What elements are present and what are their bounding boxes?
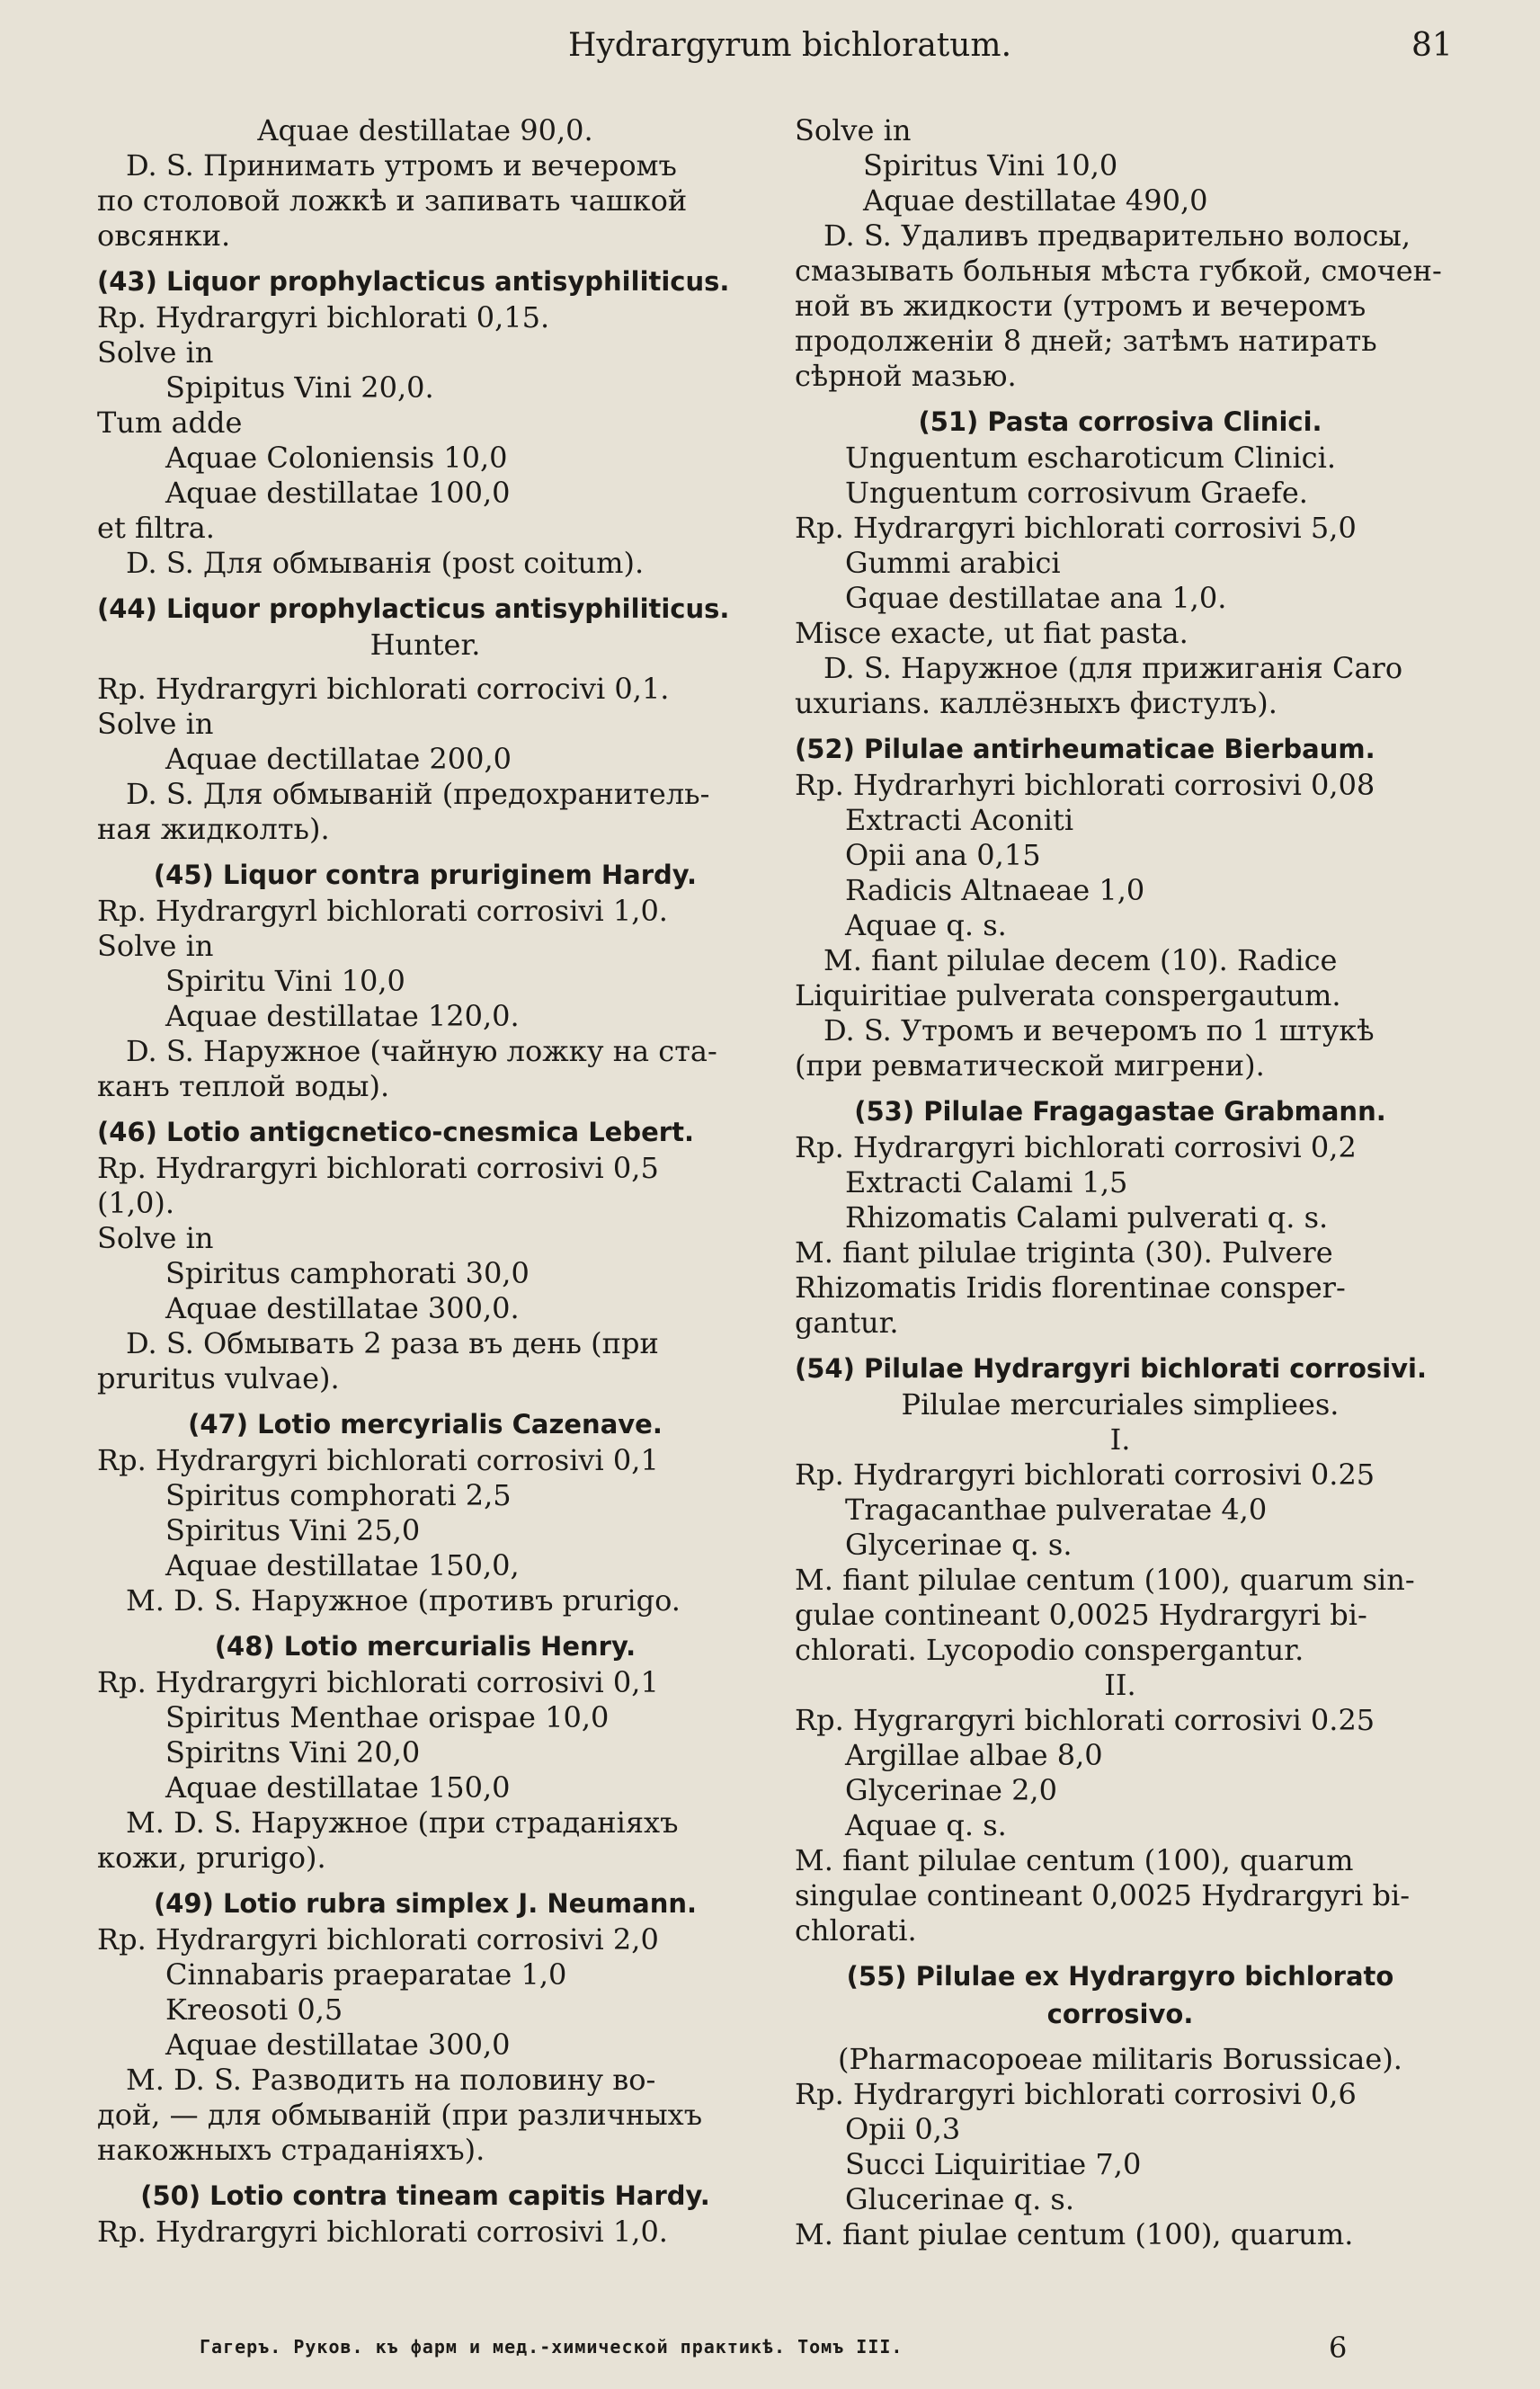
text-line: D. S. Для обмыванія (post coitum). [126,546,645,580]
text-line: Spiritus comphorati 2,5 [165,1478,512,1512]
text-line: D. S. Для обмываній (предохранитель- [126,777,710,811]
text-line: singulae contineant 0,0025 Hydrargyri bi- [795,1878,1411,1912]
text-line: Spiritus Vini 10,0 [863,148,1118,183]
text-line: Aquae destillatae 490,0 [863,183,1208,218]
recipe-heading: (47) Lotio mercyrialis Cazenave. [188,1409,663,1440]
text-line: Rp. Hygrargyri bichlorati corrosivi 0.25 [795,1703,1375,1737]
recipe-heading: (54) Pilulae Hydrargyri bichlorati corrosivi. [795,1353,1427,1384]
text-line: Spiritns Vini 20,0 [165,1735,421,1769]
text-line: Spipitus Vini 20,0. [165,370,434,405]
text-line: Rp. Hydrarhyri bichlorati corrosivi 0,08 [795,768,1375,802]
text-line: ная жидколть). [97,812,330,846]
text-line: M. D. S. Наружное (при страданіяхъ [126,1805,679,1840]
text-line: Tum adde [97,406,243,440]
text-line: по столовой ложкѣ и запивать чашкой [97,183,688,218]
recipe-heading: (55) Pilulae ex Hydrargyro bichlorato [846,1961,1394,1992]
text-line: D. S. Наружное (для прижиганія Caro [823,651,1403,685]
text-line: Spiritus Vini 25,0 [165,1513,421,1547]
text-line: Radicis Altnaeae 1,0 [845,873,1145,907]
text-line: Unguentum corrosivum Graefe. [845,476,1308,510]
text-line: дой, — для обмываній (при различныхъ [97,2098,703,2132]
text-line: Rp. Hydrargyri bichlorati 0,15. [97,300,550,334]
text-line: uxurians. каллёзныхъ фистулъ). [795,686,1277,720]
running-title: Hydrargyrum bichloratum. [568,27,1012,64]
text-line: Kreosoti 0,5 [165,1992,343,2027]
text-line: Solve in [97,707,214,741]
text-line: Solve in [795,113,912,147]
text-line: pruritus vulvae). [97,1361,340,1395]
text-line: продолженіи 8 дней; затѣмъ натирать [795,324,1377,358]
text-line: сѣрной мазью. [795,359,1017,393]
text-line: Argillae albae 8,0 [845,1738,1103,1772]
text-line: D. S. Обмывать 2 раза въ день (при [126,1326,659,1360]
recipe-heading: (46) Lotio antigcnetico-cnesmica Lebert. [97,1117,694,1147]
text-line: Aquae destillatae 120,0. [165,999,520,1033]
text-line: Rp. Hydrargyri bichlorati corrosivi 0.25 [795,1457,1375,1492]
text-line: D. S. Принимать утромъ и вечеромъ [126,148,677,183]
text-line: овсянки. [97,218,231,253]
text-line: M. fiant pilulae centum (100), quarum [795,1843,1354,1877]
text-line: Aquae destillatae 150,0 [165,1770,511,1805]
text-line: Rp. Hydrargyri bichlorati corrosivi 0,1 [97,1665,659,1699]
text-line: M. D. S. Наружное (противъ prurigo. [126,1583,681,1618]
text-line: M. fiant pilulae centum (100), quarum sin- [795,1563,1415,1597]
text-line: (при ревматической мигрени). [795,1048,1265,1083]
variant-numeral: II. [1104,1668,1136,1702]
text-line: Aquae Coloniensis 10,0 [165,441,508,475]
text-line: Aquae q. s. [845,1808,1007,1842]
footer-citation: Гагеръ. Руков. къ фарм и мед.-химической практикѣ. Томъ III. [200,2336,904,2358]
text-line: накожныхъ страданіяхъ). [97,2133,485,2167]
left-column [97,113,753,2250]
text-line: Aquae q. s. [845,908,1007,942]
text-line: Aquae destillatae 300,0. [165,1291,520,1325]
text-line: Aquae destillatae 90,0. [257,113,593,147]
text-line: Rp. Hydrargyri bichlorati corrosivi 5,0 [795,511,1357,545]
recipe-heading: (49) Lotio rubra simplex J. Neumann. [153,1888,698,1919]
recipe-heading: (44) Liquor prophylacticus antisyphiliticus. [97,593,730,624]
text-line: Solve in [97,335,214,370]
text-line: Rp. Hydrargyri bichlorati corrocivi 0,1. [97,672,670,706]
text-line: chlorati. [795,1913,917,1948]
recipe-heading: corrosivo. [1046,1999,1194,2029]
text-line: Aquae dectillatae 200,0 [165,742,512,776]
recipe-heading: (43) Liquor prophylacticus antisyphiliticus. [97,266,730,297]
right-column [795,113,1446,2252]
recipe-subtitle: (Pharmacopoeae militaris Borussicae). [838,2042,1402,2076]
text-line: Rp. Hydrargyri bichlorati corrosivi 1,0. [97,2215,668,2249]
text-line: Rhizomatis Calami pulverati q. s. [845,1200,1329,1235]
text-line: Rhizomatis Iridis florentinae consper- [795,1270,1346,1305]
text-line: Gquae destillatae ana 1,0. [845,581,1227,615]
text-line: Extracti Aconiti [845,803,1074,837]
text-line: ной въ жидкости (утромъ и вечеромъ [795,289,1366,323]
text-line: M. fiant pilulae decem (10). Radice [823,943,1338,977]
recipe-heading: (51) Pasta corrosiva Clinici. [918,406,1322,437]
text-line: Cinnabaris praeparatae 1,0 [165,1957,567,1992]
text-line: Succi Liquiritiae 7,0 [845,2147,1142,2181]
recipe-heading: (52) Pilulae antirheumaticae Bierbaum. [795,734,1375,764]
recipe-subtitle: Pilulae mercuriales simpliees. [901,1387,1340,1422]
text-line: смазывать больныя мѣста губкой, смочен- [795,254,1442,288]
recipe-heading: (53) Pilulae Fragagastae Grabmann. [854,1096,1386,1127]
text-line: gulae contineant 0,0025 Hydrargyri bi- [795,1598,1367,1632]
text-line: (1,0). [97,1186,175,1220]
text-line: Aquae destillatae 150,0, [165,1548,520,1582]
text-line: Solve in [97,1221,214,1255]
text-line: Solve in [97,929,214,963]
text-line: Glucerinae q. s. [845,2182,1075,2216]
text-line: D. S. Удаливъ предварительно волосы, [823,218,1411,253]
text-line: M. fiant pilulae triginta (30). Pulvere [795,1235,1333,1270]
text-line: chlorati. Lycopodio conspergantur. [795,1633,1304,1667]
text-line: Rp. Hydrargyri bichlorati corrosivi 0,6 [795,2077,1357,2111]
text-line: Aquae destillatae 100,0 [165,476,511,510]
text-line: Spiritus Menthae orispae 10,0 [165,1700,610,1734]
recipe-heading: (50) Lotio contra tineam capitis Hardy. [140,2180,710,2211]
page-footer [0,2331,1540,2376]
text-line: Spiritu Vini 10,0 [165,964,405,998]
text-line: Rp. Hydrargyrl bichlorati corrosivi 1,0. [97,894,668,928]
text-line: канъ теплой воды). [97,1069,390,1103]
text-line: M. fiant piulae centum (100), quarum. [795,2217,1354,2251]
text-line: Opii ana 0,15 [845,838,1041,872]
text-line: Spiritus camphorati 30,0 [165,1256,530,1290]
text-line: D. S. Утромъ и вечеромъ по 1 штукѣ [823,1013,1375,1047]
text-line: Unguentum escharoticum Clinici. [845,441,1336,475]
recipe-heading: (45) Liquor contra pruriginem Hardy. [153,860,698,890]
page-number: 81 [1411,27,1453,64]
sheet-signature-mark: 6 [1329,2331,1348,2365]
text-line: Rp. Hydrargyri bichlorati corrosivi 0,2 [795,1130,1357,1164]
text-line: Liquiritiae pulverata conspergautum. [795,978,1341,1012]
text-line: кожи, prurigo). [97,1841,326,1875]
text-line: Rp. Hydrargyri bichlorati corrosivi 2,0 [97,1922,659,1957]
text-line: Aquae destillatae 300,0 [165,2028,511,2062]
text-line: Rp. Hydrargyri bichlorati corrosivi 0,1 [97,1443,659,1477]
text-line: D. S. Наружное (чайную ложку на ста- [126,1034,717,1068]
page-header [0,27,1540,81]
text-line: M. D. S. Разводить на половину во- [126,2063,656,2097]
text-line: Misce exacte, ut fiat pasta. [795,616,1188,650]
text-line: Glycerinae q. s. [845,1528,1073,1562]
text-line: Rp. Hydrargyri bichlorati corrosivi 0,5 [97,1151,659,1185]
text-line: Tragacanthae pulveratae 4,0 [845,1493,1268,1527]
recipe-author: Hunter. [369,628,481,662]
text-line: Opii 0,3 [845,2112,961,2146]
text-line: Extracti Calami 1,5 [845,1165,1128,1199]
text-line: gantur. [795,1306,899,1340]
text-line: et filtra. [97,511,215,545]
variant-numeral: I. [1109,1422,1131,1457]
recipe-heading: (48) Lotio mercurialis Henry. [214,1631,636,1662]
text-line: Glycerinae 2,0 [845,1773,1057,1807]
text-line: Gummi arabici [845,546,1061,580]
